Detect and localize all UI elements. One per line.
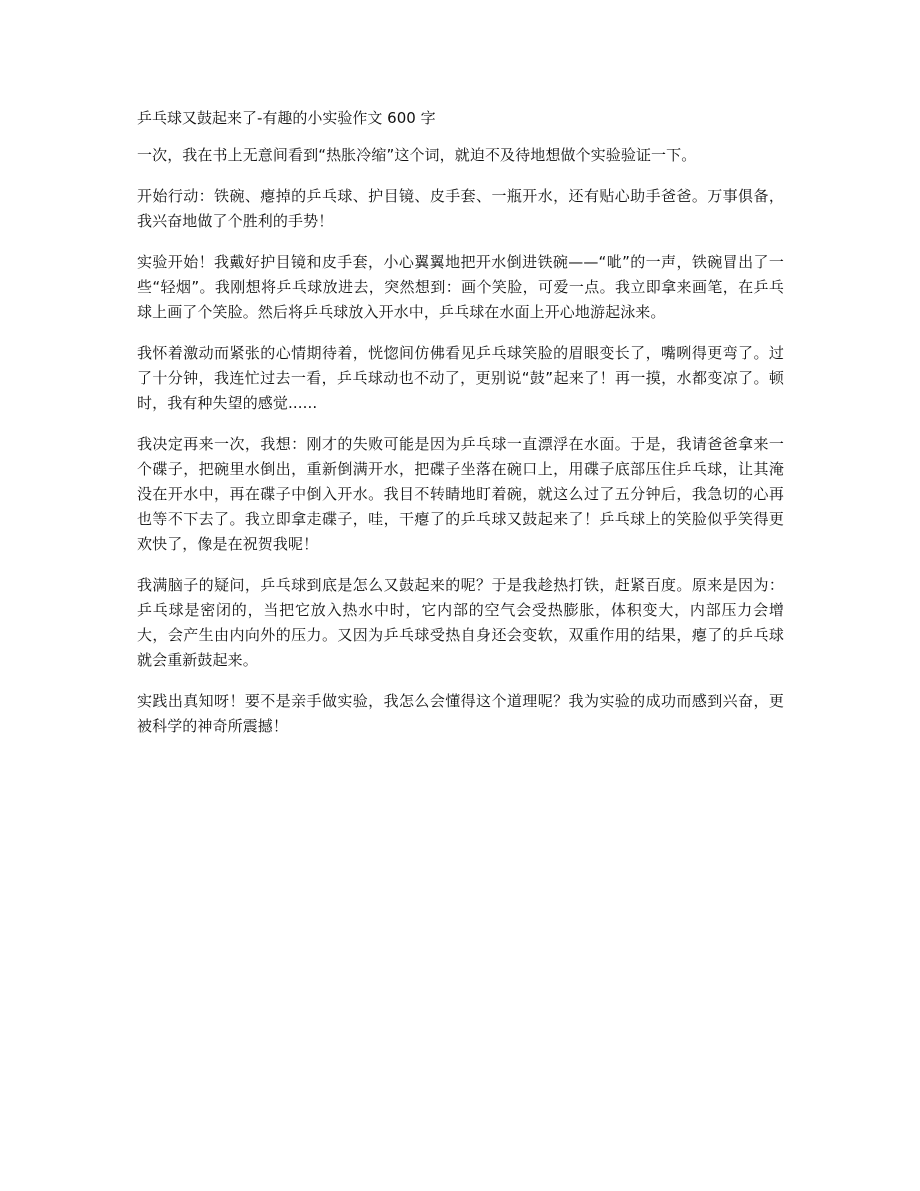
- paragraph-5: 我决定再来一次，我想：刚才的失败可能是因为乒乓球一直漂浮在水面。于是，我请爸爸拿来一个碟子，把碗里水倒出，重新倒满开水，把碟子坐落在碗口上，用碟子底部压住乒乓球，让其淹没在开水中，再在碟子中倒入开水。我目不转睛地盯着碗，就这么过了五分钟后，我急切的心再也等不下去了。我立即拿走碟子，哇，干瘪了的乒乓球又鼓起来了！乒乓球上的笑脸似乎笑得更欢快了，像是在祝贺我呢！: [137, 435, 784, 553]
- document-page: [137, 103, 784, 755]
- document-title: 乒乓球又鼓起来了-有趣的小实验作文 600 字: [137, 109, 436, 127]
- paragraph-6: 我满脑子的疑问，乒乓球到底是怎么又鼓起来的呢？于是我趁热打铁，赶紧百度。原来是因为：乒乓球是密闭的，当把它放入热水中时，它内部的空气会受热膨胀，体积变大，内部压力会增大，会产生由内向外的压力。又因为乒乓球受热自身还会变软，双重作用的结果，瘪了的乒乓球就会重新鼓起来。: [137, 576, 784, 669]
- paragraph-1: 一次，我在书上无意间看到“热胀冷缩”这个词，就迫不及待地想做个实验验证一下。: [137, 146, 697, 164]
- paragraph-7: 实践出真知呀！要不是亲手做实验，我怎么会懂得这个道理呢？我为实验的成功而感到兴奋，更被科学的神奇所震撼！: [137, 692, 784, 735]
- paragraph-4: 我怀着激动而紧张的心情期待着，恍惚间仿佛看见乒乓球笑脸的眉眼变长了，嘴咧得更弯了。过了十分钟，我连忙过去一看，乒乓球动也不动了，更别说“鼓”起来了！再一摸，水都变凉了。顿时，我有种失望的感觉......: [137, 344, 784, 412]
- paragraph-2: 开始行动：铁碗、瘪掉的乒乓球、护目镜、皮手套、一瓶开水，还有贴心助手爸爸。万事俱备，我兴奋地做了个胜利的手势！: [137, 187, 784, 230]
- paragraph-3: 实验开始！我戴好护目镜和皮手套，小心翼翼地把开水倒进铁碗——“呲”的一声，铁碗冒出了一些“轻烟”。我刚想将乒乓球放进去，突然想到：画个笑脸，可爱一点。我立即拿来画笔，在乒乓球上画了个笑脸。然后将乒乓球放入开水中，乒乓球在水面上开心地游起泳来。: [137, 253, 784, 321]
